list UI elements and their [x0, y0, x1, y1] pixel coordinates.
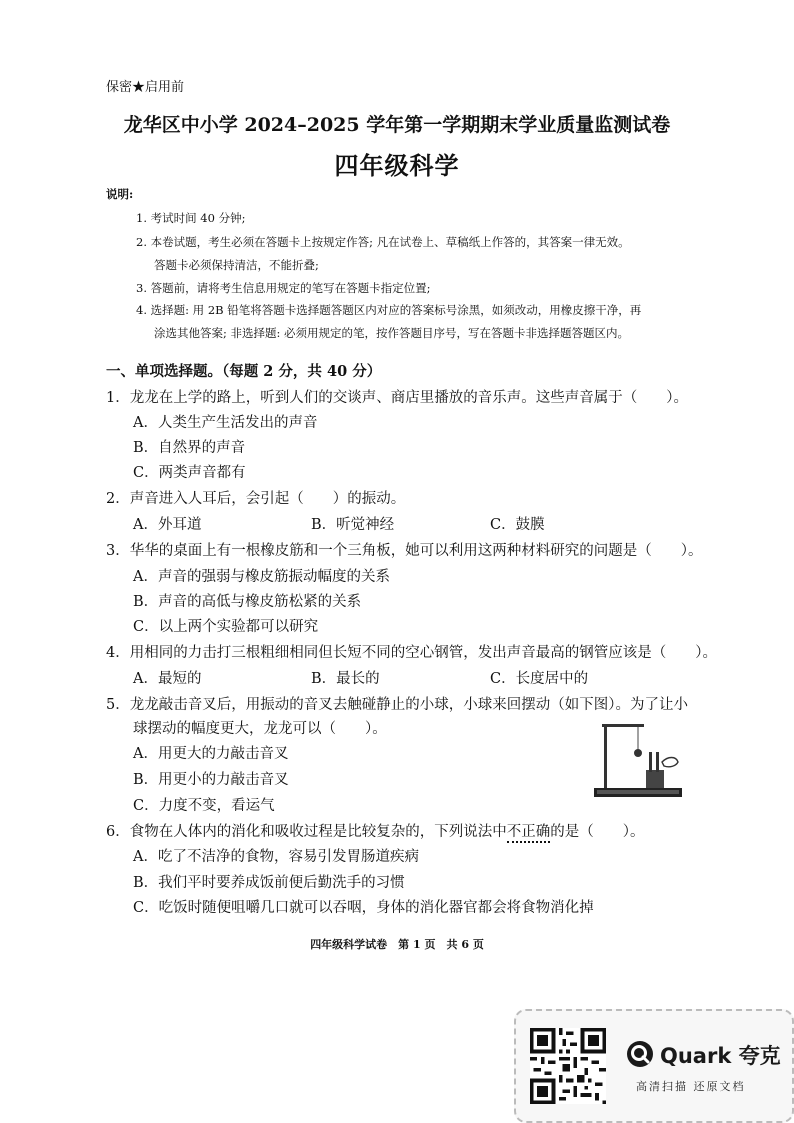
option: A．用更大的力敲击音叉 — [133, 746, 289, 762]
option: B．我们平时要养成饭前便后勤洗手的习惯 — [133, 875, 405, 891]
question-stem: 6．食物在人体内的消化和吸收过程是比较复杂的，下列说法中不正确的是（ ）。 — [106, 820, 644, 841]
option: C．两类声音都有 — [133, 465, 246, 481]
option: B．自然界的声音 — [133, 440, 246, 456]
quark-tagline: 高清扫描 还原文档 — [636, 1080, 746, 1093]
option: C．以上两个实验都可以研究 — [133, 619, 319, 635]
question-stem-continued: 球摆动的幅度更大，龙龙可以（ ）。 — [133, 721, 387, 737]
option: C．长度居中的 — [490, 671, 589, 687]
exam-title: 龙华区中小学 2024–2025 学年第一学期期末学业质量监测试卷 — [123, 114, 671, 136]
emphasis-text: 不正确 — [507, 824, 551, 843]
option: A．人类生产生活发出的声音 — [133, 415, 318, 431]
question-stem: 2．声音进入人耳后，会引起（ ）的振动。 — [106, 491, 406, 507]
quark-logo-icon — [626, 1040, 654, 1068]
option: C．力度不变，看运气 — [133, 798, 275, 814]
option: B．听觉神经 — [311, 517, 395, 533]
option: B．最长的 — [311, 671, 380, 687]
option: A．吃了不洁净的食物，容易引发胃肠道疾病 — [133, 849, 419, 865]
quark-brand-text: Quark 夸克 — [660, 1044, 781, 1068]
notes-heading: 说明: — [106, 187, 134, 201]
option: C．吃饭时随便咀嚼几口就可以吞咽，身体的消化器官都会将食物消化掉 — [133, 900, 594, 916]
page-footer: 四年级科学试卷 第 1 页 共 6 页 — [310, 938, 484, 951]
section-heading: 一、单项选择题。（每题 2 分，共 40 分） — [106, 363, 382, 380]
note-item: 1. 考试时间 40 分钟; — [136, 211, 246, 225]
option: B．声音的高低与橡皮筋松紧的关系 — [133, 594, 362, 610]
note-item: 2. 本卷试题，考生必须在答题卡上按规定作答; 凡在试卷上、草稿纸上作答的，其答案一律无效。 — [136, 235, 630, 249]
option: A．最短的 — [133, 671, 202, 687]
question-stem: 5．龙龙敲击音叉后，用振动的音叉去触碰静止的小球，小球来回摆动（如下图）。为了让小 — [106, 697, 688, 713]
question-stem: 3．华华的桌面上有一根橡皮筋和一个三角板，她可以利用这两种材料研究的问题是（ ）。 — [106, 543, 703, 559]
note-item: 涂选其他答案; 非选择题: 必须用规定的笔，按作答题目序号，写在答题卡非选择题答题区内。 — [154, 326, 630, 340]
option: B．用更小的力敲击音叉 — [133, 772, 289, 788]
note-item: 3. 答题前，请将考生信息用规定的笔写在答题卡指定位置; — [136, 281, 431, 295]
note-item: 4. 选择题: 用 2B 铅笔将答题卡选择题答题区内对应的答案标号涂黑，如须改动，用橡皮擦干净，再 — [136, 303, 642, 317]
note-item: 答题卡必须保持清洁，不能折叠; — [154, 258, 319, 272]
question-stem: 1．龙龙在上学的路上，听到人们的交谈声、商店里播放的音乐声。这些声音属于（ ）。 — [106, 390, 688, 406]
qr-code-icon[interactable] — [530, 1028, 606, 1104]
option: C．鼓膜 — [490, 517, 545, 533]
option: A．声音的强弱与橡皮筋振动幅度的关系 — [133, 569, 390, 585]
confidential-label: 保密★启用前 — [106, 80, 185, 95]
tuning-fork-pendulum-figure — [592, 718, 684, 800]
option: A．外耳道 — [133, 517, 202, 533]
exam-subtitle: 四年级科学 — [334, 151, 460, 180]
question-stem: 4．用相同的力击打三根粗细相同但长短不同的空心钢管，发出声音最高的钢管应该是（ ）。 — [106, 645, 717, 661]
